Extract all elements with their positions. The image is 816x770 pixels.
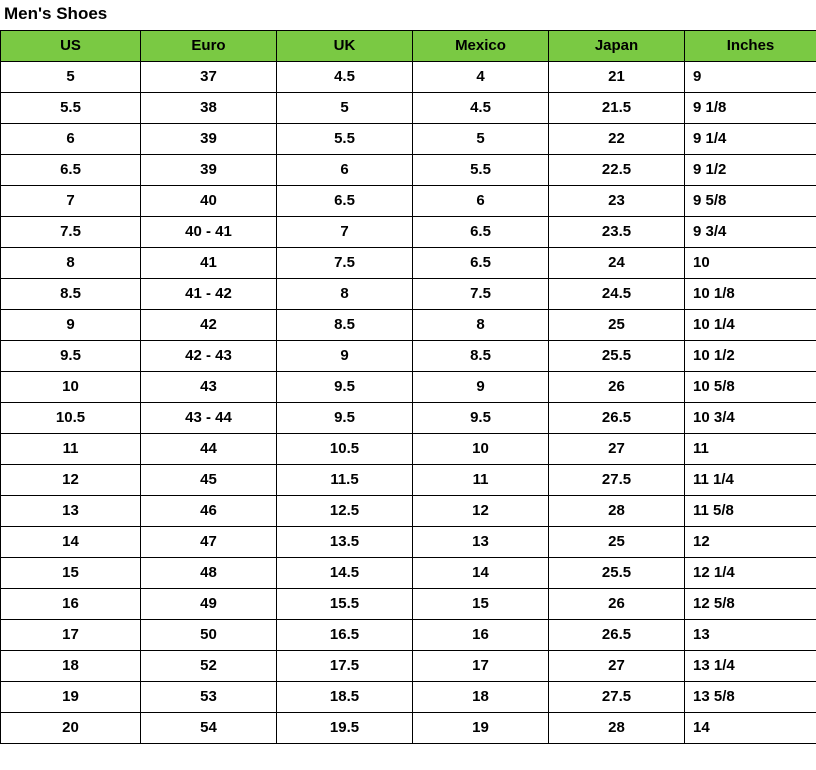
cell-mexico: 12	[413, 496, 549, 527]
cell-us: 18	[1, 651, 141, 682]
cell-us: 6.5	[1, 155, 141, 186]
cell-uk: 17.5	[277, 651, 413, 682]
table-row	[1, 279, 816, 310]
table-header-row	[1, 31, 816, 62]
table-row	[1, 620, 816, 651]
cell-uk: 9	[277, 341, 413, 372]
cell-euro: 40 - 41	[141, 217, 277, 248]
cell-euro: 39	[141, 155, 277, 186]
cell-japan: 26	[549, 589, 685, 620]
cell-inches: 9 1/2	[685, 155, 816, 186]
cell-inches: 14	[685, 713, 816, 744]
table-row	[1, 589, 816, 620]
cell-uk: 15.5	[277, 589, 413, 620]
cell-us: 10	[1, 372, 141, 403]
cell-euro: 42 - 43	[141, 341, 277, 372]
cell-uk: 8.5	[277, 310, 413, 341]
cell-japan: 22.5	[549, 155, 685, 186]
table-row	[1, 372, 816, 403]
cell-inches: 10	[685, 248, 816, 279]
cell-us: 8	[1, 248, 141, 279]
cell-inches: 11	[685, 434, 816, 465]
size-chart-table	[0, 30, 816, 744]
table-row	[1, 341, 816, 372]
cell-mexico: 5.5	[413, 155, 549, 186]
table-row	[1, 93, 816, 124]
cell-euro: 54	[141, 713, 277, 744]
cell-us: 5.5	[1, 93, 141, 124]
cell-uk: 9.5	[277, 403, 413, 434]
cell-us: 7.5	[1, 217, 141, 248]
cell-mexico: 11	[413, 465, 549, 496]
cell-uk: 6	[277, 155, 413, 186]
table-body	[1, 62, 816, 744]
table-row	[1, 527, 816, 558]
cell-mexico: 15	[413, 589, 549, 620]
cell-mexico: 13	[413, 527, 549, 558]
cell-uk: 5.5	[277, 124, 413, 155]
cell-japan: 25.5	[549, 558, 685, 589]
cell-euro: 50	[141, 620, 277, 651]
cell-mexico: 16	[413, 620, 549, 651]
cell-us: 13	[1, 496, 141, 527]
cell-inches: 10 1/2	[685, 341, 816, 372]
cell-inches: 9 1/4	[685, 124, 816, 155]
cell-inches: 9 5/8	[685, 186, 816, 217]
table-row	[1, 310, 816, 341]
cell-uk: 14.5	[277, 558, 413, 589]
cell-us: 12	[1, 465, 141, 496]
cell-euro: 46	[141, 496, 277, 527]
cell-uk: 9.5	[277, 372, 413, 403]
cell-mexico: 5	[413, 124, 549, 155]
cell-inches: 9	[685, 62, 816, 93]
cell-inches: 12	[685, 527, 816, 558]
cell-japan: 25	[549, 527, 685, 558]
cell-uk: 11.5	[277, 465, 413, 496]
cell-japan: 28	[549, 496, 685, 527]
column-header-euro: Euro	[141, 31, 277, 62]
cell-inches: 10 1/4	[685, 310, 816, 341]
cell-uk: 18.5	[277, 682, 413, 713]
cell-euro: 41	[141, 248, 277, 279]
cell-us: 9	[1, 310, 141, 341]
cell-japan: 23.5	[549, 217, 685, 248]
table-row	[1, 403, 816, 434]
table-row	[1, 465, 816, 496]
table-row	[1, 124, 816, 155]
cell-us: 6	[1, 124, 141, 155]
table-row	[1, 186, 816, 217]
cell-inches: 12 1/4	[685, 558, 816, 589]
cell-uk: 13.5	[277, 527, 413, 558]
cell-us: 14	[1, 527, 141, 558]
cell-us: 15	[1, 558, 141, 589]
cell-inches: 10 5/8	[685, 372, 816, 403]
cell-euro: 44	[141, 434, 277, 465]
cell-uk: 6.5	[277, 186, 413, 217]
cell-uk: 7.5	[277, 248, 413, 279]
cell-japan: 28	[549, 713, 685, 744]
cell-mexico: 9	[413, 372, 549, 403]
cell-mexico: 9.5	[413, 403, 549, 434]
cell-mexico: 6.5	[413, 217, 549, 248]
cell-inches: 12 5/8	[685, 589, 816, 620]
cell-euro: 53	[141, 682, 277, 713]
cell-mexico: 18	[413, 682, 549, 713]
cell-japan: 24	[549, 248, 685, 279]
cell-japan: 27	[549, 434, 685, 465]
page-title: Men's Shoes	[4, 4, 108, 23]
cell-inches: 13 5/8	[685, 682, 816, 713]
cell-us: 7	[1, 186, 141, 217]
cell-japan: 21	[549, 62, 685, 93]
table-row	[1, 155, 816, 186]
cell-uk: 8	[277, 279, 413, 310]
cell-inches: 11 1/4	[685, 465, 816, 496]
cell-mexico: 6	[413, 186, 549, 217]
cell-euro: 52	[141, 651, 277, 682]
column-header-japan: Japan	[549, 31, 685, 62]
table-header	[1, 31, 816, 62]
cell-japan: 26.5	[549, 403, 685, 434]
cell-uk: 7	[277, 217, 413, 248]
cell-mexico: 8.5	[413, 341, 549, 372]
cell-inches: 10 1/8	[685, 279, 816, 310]
cell-mexico: 14	[413, 558, 549, 589]
table-row	[1, 682, 816, 713]
cell-japan: 21.5	[549, 93, 685, 124]
cell-japan: 22	[549, 124, 685, 155]
cell-japan: 26.5	[549, 620, 685, 651]
cell-mexico: 8	[413, 310, 549, 341]
cell-euro: 39	[141, 124, 277, 155]
table-row	[1, 496, 816, 527]
column-header-uk: UK	[277, 31, 413, 62]
cell-uk: 12.5	[277, 496, 413, 527]
cell-japan: 27.5	[549, 465, 685, 496]
cell-japan: 27	[549, 651, 685, 682]
cell-inches: 9 3/4	[685, 217, 816, 248]
cell-us: 5	[1, 62, 141, 93]
cell-uk: 10.5	[277, 434, 413, 465]
column-header-inches: Inches	[685, 31, 816, 62]
cell-inches: 10 3/4	[685, 403, 816, 434]
column-header-us: US	[1, 31, 141, 62]
table-row	[1, 434, 816, 465]
table-row	[1, 217, 816, 248]
cell-euro: 48	[141, 558, 277, 589]
cell-mexico: 4.5	[413, 93, 549, 124]
cell-euro: 37	[141, 62, 277, 93]
cell-euro: 49	[141, 589, 277, 620]
cell-inches: 11 5/8	[685, 496, 816, 527]
cell-mexico: 4	[413, 62, 549, 93]
cell-us: 10.5	[1, 403, 141, 434]
cell-us: 16	[1, 589, 141, 620]
cell-uk: 19.5	[277, 713, 413, 744]
cell-mexico: 6.5	[413, 248, 549, 279]
cell-mexico: 19	[413, 713, 549, 744]
cell-inches: 9 1/8	[685, 93, 816, 124]
cell-us: 9.5	[1, 341, 141, 372]
column-header-mexico: Mexico	[413, 31, 549, 62]
cell-japan: 25	[549, 310, 685, 341]
cell-us: 19	[1, 682, 141, 713]
cell-japan: 24.5	[549, 279, 685, 310]
cell-mexico: 7.5	[413, 279, 549, 310]
cell-mexico: 17	[413, 651, 549, 682]
cell-japan: 23	[549, 186, 685, 217]
cell-uk: 5	[277, 93, 413, 124]
cell-us: 11	[1, 434, 141, 465]
cell-us: 8.5	[1, 279, 141, 310]
cell-euro: 47	[141, 527, 277, 558]
cell-euro: 40	[141, 186, 277, 217]
cell-uk: 4.5	[277, 62, 413, 93]
cell-euro: 41 - 42	[141, 279, 277, 310]
table-row	[1, 558, 816, 589]
cell-us: 17	[1, 620, 141, 651]
cell-inches: 13 1/4	[685, 651, 816, 682]
cell-euro: 43	[141, 372, 277, 403]
table-row	[1, 62, 816, 93]
cell-euro: 38	[141, 93, 277, 124]
cell-mexico: 10	[413, 434, 549, 465]
cell-euro: 45	[141, 465, 277, 496]
cell-euro: 42	[141, 310, 277, 341]
table-row	[1, 651, 816, 682]
cell-euro: 43 - 44	[141, 403, 277, 434]
cell-us: 20	[1, 713, 141, 744]
cell-japan: 25.5	[549, 341, 685, 372]
table-row	[1, 713, 816, 744]
table-row	[1, 248, 816, 279]
cell-japan: 27.5	[549, 682, 685, 713]
cell-uk: 16.5	[277, 620, 413, 651]
cell-japan: 26	[549, 372, 685, 403]
cell-inches: 13	[685, 620, 816, 651]
